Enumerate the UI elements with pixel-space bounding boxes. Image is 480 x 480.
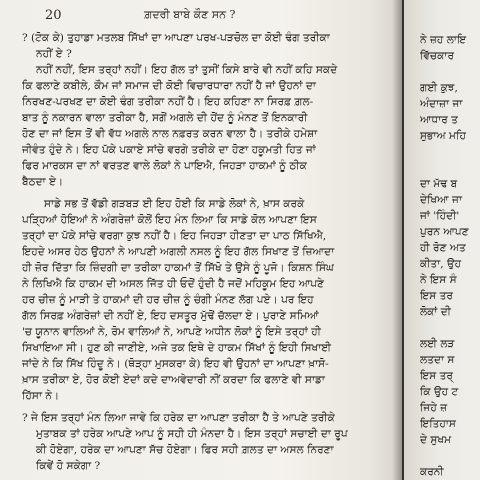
text-line: ਬਾਤ ਨੂੰ ਨਕਾਰਨ ਵਾਲਾ ਤਰੀਕਾ ਹੈ, ਸਗੋਂ ਅਗਲੇ ਦੀ ਹੋਂਦ ਨੂੰ ਮੰਨਣ ਤੋਂ ਇਨਕਾਰੀ xyxy=(22,112,308,124)
right-page xyxy=(404,0,480,480)
text-line xyxy=(420,320,480,336)
text-line: ਕੀ ਹੋਏਗਾ, ਹਰੇਕ ਦਾ ਆਪਣਾ ਸੱਚ ਹੋਏਗਾ। ਫਿਰ ਸਹੀ ਗ਼ਲਤ ਦਾ ਅਸਲ ਨਿਰਣਾ xyxy=(36,444,334,456)
text-line: ਗੱਲ ਸਿਰਫ਼ ਅੰਗਰੇਜ਼ਾਂ ਦੀ ਨਹੀਂ ਏ, ਇਹ ਦਸਤੂਰ ਮੁੱਢੋਂ ਚੱਲਦਾ ਏ। ਪੁਰਾਣੇ ਸਮਿਆਂ xyxy=(22,310,319,322)
text-line: ਜਾਂਦੇ ਨੇ ਕਿ ਸਿੱਖ ਹਿੰਦੂ ਨੇ। (ਥੋੜ੍ਹਾ ਮੁਸਕਰਾ ਕੇ) ਇਹ ਵੀ ਉਹਨਾਂ ਦਾ ਆਪਣਾ ਖ਼ਾਸੋ- xyxy=(22,358,329,370)
text-line: 'ਚ ਯੂਨਾਨ ਵਾਲਿਆਂ ਨੇ, ਰੋਮ ਵਾਲਿਆਂ ਨੇ, ਆਪਣੇ ਅਧੀਨ ਲੋਕਾਂ ਨੂੰ ਇਸੇ ਤਰ੍ਹਾਂ ਹੀ xyxy=(22,326,321,338)
text-line: ਜਾਂ 'ਹਿੰਦੀ' xyxy=(420,210,460,222)
text-line: ਲੋਕਾਂ ਦੀ xyxy=(420,306,451,318)
text-line: ਲਈ ਲੜ xyxy=(420,338,455,350)
text-line: ? (ਟੋਕ ਕੇ) ਤੁਹਾਡਾ ਮਤਲਬ ਸਿੱਖਾਂ ਦਾ ਆਪਣਾ ਪਰਖ-ਪੜਚੋਲ ਦਾ ਕੋਈ ਢੰਗ ਤਰੀਕਾ xyxy=(22,32,330,44)
text-line: ਕੀਤਾ, ਉਹ xyxy=(420,258,462,270)
text-line: ਹੀ ਰੋਣ ਅਤ xyxy=(420,242,466,254)
text-line: ਨੇ ਲਿਖਿਐ ਕਿ ਹਾਕਮ ਦੀ ਅਸਲ ਜਿੱਤ ਹੀ ਓਦੋਂ ਹੁੰਦੀ ਹੈ ਜਦੋਂ ਮਹਿਕੂਮ ਇਹ ਆਪਣੇ xyxy=(22,278,325,290)
text-line: ਕਰਨੀ xyxy=(420,466,444,478)
text-line xyxy=(420,448,480,464)
text-line: ਬੈਠਦਾ ਏ। xyxy=(22,176,64,188)
text-line: ਮੁਤਾਬਕ ਤਾਂ ਹਰੇਕ ਆਪਣੇ ਆਪ ਨੂੰ ਸਹੀ ਹੀ ਮੰਨਦਾ ਹੈ। ਇਸ ਤਰ੍ਹਾਂ ਸਚਾਈ ਦਾ ਰੂਪ xyxy=(36,428,348,440)
question-one xyxy=(22,30,394,62)
paragraph-one xyxy=(22,62,394,190)
text-line: ਸੁਭਾਅ ਮਹਿ xyxy=(420,130,466,142)
text-line: ਲਤਦਾ ਸ xyxy=(420,354,455,366)
text-line: ਦੇ ਸੁਖਮ xyxy=(420,434,452,446)
text-line: ਨੇ ਇਸ ਸੰ xyxy=(420,274,457,286)
text-line: ਇਤਿਹਾਸ xyxy=(420,418,456,430)
text-line: ਨਿਰਖਣ-ਪਰਖਣ ਦਾ ਕੋਈ ਢੰਗ ਤਰੀਕਾ ਨਹੀਂ ਹੈ। ਇਹ ਕਹਿਣਾ ਨਾ ਸਿਰਫ਼ ਗ਼ਲ- xyxy=(22,96,314,108)
text-line: ਇਹਦੇ ਅਸਰ ਹੇਠ ਉਹਨਾਂ ਨੇ ਆਪਣੀ ਅਗਲੀ ਨਸਲ ਨੂੰ ਇਹ ਗੱਲ ਸਿਖਾਣ ਤੋਂ ਜ਼ਿਆਦਾ xyxy=(22,246,335,258)
text-line: ਨੇ ਜ਼ਹ ਲਾਇ xyxy=(420,34,467,46)
text-line xyxy=(420,160,480,176)
text-line xyxy=(420,64,480,80)
text-line: ਫਿਰ ਮਾਰਕਸ ਦਾ ਨਾਂ ਵਰਤਣ ਵਾਲੇ ਲੋਕਾਂ ਨੇ ਪਾਇਐ, ਜਿਹੜਾ ਹਾਕਮਾਂ ਨੂੰ ਠੀਕ xyxy=(22,160,307,172)
text-line: ਕਿ ਉਹ ਟ xyxy=(420,386,459,398)
text-line: ਇਸ ਤਰ੍ xyxy=(420,370,453,382)
text-line: ਨਹੀਂ ਨਹੀਂ, ਇਸ ਤਰ੍ਹਾਂ ਨਹੀਂ। ਇਹ ਗੱਲ ਤਾਂ ਤੁਸੀਂ ਕਿਸੇ ਬਾਰੇ ਵੀ ਨਹੀਂ ਕਹਿ ਸਕਦੇ xyxy=(36,64,338,76)
text-line: ਨਹੀਂ ਏ ? xyxy=(36,48,72,60)
text-line: ਆਧਾਰ ਤ xyxy=(420,114,458,126)
text-line: ਅੰਦਾਜ਼ਾ ਜਾ xyxy=(420,98,463,110)
text-line: ਸਿਖਾਇਆ ਸੀ। ਹੁਣ ਕੀ ਜਾਣੀਏ, ਅਜੇ ਤਕ ਇਥੇ ਦੇ ਹਾਕਮ ਸਿੱਖਾਂ ਨੂੰ ਇਹੀ ਸਿਖਾਈ xyxy=(22,342,332,354)
text-line: ਦਾ ਮੱਢ ਬ xyxy=(420,178,458,190)
text-line: ਖ਼ਾਸ ਤਰੀਕਾ ਏ, ਹੋਰ ਕੋਈ ਏਦਾਂ ਕਦੇ ਦਾਅਵੇਦਾਰੀ ਨੀਂ ਕਰਦਾ ਕਿ ਫਲਾਣੇ ਵੀ ਸਾਡਾ xyxy=(22,374,325,386)
text-line: ਗਈ ਕੁਝ, xyxy=(420,82,458,94)
text-line: ਪੜ੍ਹਿਆਂ ਹੋਇਆਂ ਨੇ ਅੰਗਰੇਜ਼ਾਂ ਕੋਲੋਂ ਇਹ ਮੰਨ ਲਿਆ ਕਿ ਸਾਡੇ ਕੋਲ ਆਪਣਾ ਇਸ xyxy=(22,214,317,226)
text-line xyxy=(420,144,480,160)
text-line: ਤਰ੍ਹਾਂ ਦਾ ਪੱਕੇ ਸਾਂਚੇ ਵਰਗਾ ਕੁਝ ਨਹੀਂ ਹੈ। ਇਹ ਜਿਹੜਾ ਹੀਣਤਾ ਦਾ ਪਾਠ ਸਿੱਖਿਐ, xyxy=(22,230,327,242)
text-line: ਹਰ ਚੀਜ਼ ਨੂੰ ਮਾੜੀ ਤੇ ਹਾਕਮਾਂ ਦੀ ਹਰ ਚੀਜ਼ ਨੂੰ ਚੰਗੀ ਮੰਨਣ ਲੱਗ ਪਏ। ਪਰ ਇਹ xyxy=(22,294,314,306)
text-line: ਕਿ ਫਲਾਣੇ ਕਬੀਲੇ, ਕੌਮ ਜਾਂ ਸਮਾਜ ਦੀ ਕੋਈ ਵਿਚਾਰਧਾਰਾ ਨਹੀਂ ਹੈ ਜਾਂ ਉਹਨਾਂ ਦਾ xyxy=(22,80,316,92)
page-number: 20 xyxy=(45,8,62,23)
text-line: ਪੁਰਨ ਆਪਣ xyxy=(420,226,469,238)
text-line: ਕਿਵੇਂ ਹੋ ਸਕੇਗਾ ? xyxy=(36,460,101,472)
right-page-text xyxy=(420,32,480,480)
text-line: ਵਿੱਚਕਾਰ xyxy=(420,50,455,62)
text-line: ? ਜੇ ਇਸ ਤਰ੍ਹਾਂ ਮੰਨ ਲਿਆ ਜਾਵੇ ਕਿ ਹਰੇਕ ਦਾ ਆਪਣਾ ਤਰੀਕਾ ਹੈ ਤੇ ਆਪਣੇ ਤਰੀਕੇ xyxy=(22,412,335,424)
paragraph-two xyxy=(22,196,394,404)
text-line: ਹੋਣ ਦਾ ਜਾਂ ਇਸ ਤੋਂ ਵੀ ਵੱਧ ਅਗਲੇ ਨਾਲ ਨਫ਼ਰਤ ਕਰਨ ਵਾਲਾ ਹੈ। ਤਰੀਕੇ ਹਮੇਸ਼ਾ xyxy=(22,128,318,140)
text-line: ਸਾਡੇ ਸਭ ਤੋਂ ਵੱਡੀ ਗੜਬੜ ਈ ਇਹ ਹੋਈ ਕਿ ਸਾਡੇ ਲੋਕਾਂ ਨੇ, ਖ਼ਾਸ ਕਰਕੇ xyxy=(44,198,305,210)
question-two xyxy=(22,410,394,474)
text-line: ਹਿੱਸਾ ਨੇ। xyxy=(22,390,60,402)
text-line: ਹੀ ਜ਼ੋਰ ਦਿੱਤਾ ਕਿ ਜ਼ਿੰਦਗੀ ਦਾ ਤਰੀਕਾ ਹਾਕਮਾਂ ਤੋਂ ਸਿੱਖੋ ਤੇ ਉਸੇ ਨੂੰ ਪੂਜੋ। ਕਿਸ਼ਨ ਸਿੰਘ xyxy=(22,262,334,274)
text-line: ਇਸ ਤਰ xyxy=(420,290,453,302)
running-head: ਗ਼ਦਰੀ ਬਾਬੇ ਕੌਣ ਸਨ ? xyxy=(144,8,236,21)
left-page-text xyxy=(22,30,394,474)
text-line: ਜੀਵੰਤ ਹੁੰਦੇ ਨੇ। ਇਹ ਪੱਕੇ ਪਕਾਏ ਸਾਂਚੇ ਵਰਗੇ ਤਰੀਕੇ ਦਾ ਹੋਣਾ ਹਕੂਮਤੀ ਹਿਤ ਜਾਂ xyxy=(22,144,316,156)
text-line: ਦੇਖਿਆ ਜਾ xyxy=(420,194,462,206)
text-line: ਜਿਹੇ ਜ਼ xyxy=(420,402,448,414)
